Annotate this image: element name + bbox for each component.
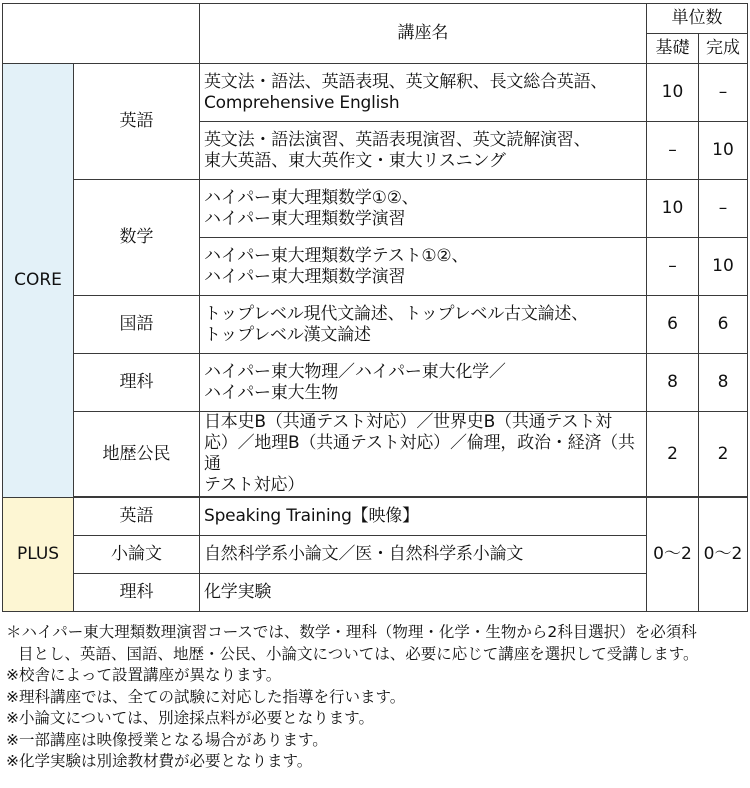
basic-units: – <box>647 122 699 180</box>
note-line: ※理科講座では、全ての試験に対応した指導を行います。 <box>6 687 406 706</box>
complete-units: – <box>699 64 748 122</box>
basic-units: 0〜2 <box>647 498 699 612</box>
course-cell: 化学実験 <box>200 574 647 612</box>
subject-japanese: 国語 <box>74 296 200 354</box>
subject-essay: 小論文 <box>74 536 200 574</box>
table-row <box>3 412 748 497</box>
subject-math: 数学 <box>74 180 200 296</box>
header-basic: 基礎 <box>647 34 699 64</box>
group-label-core: CORE <box>3 64 74 498</box>
course-cell <box>200 180 647 238</box>
complete-units: 10 <box>699 238 748 296</box>
course-line: 英文法・語法演習、英語表現演習、英文読解演習、 <box>204 129 591 150</box>
course-cell <box>200 412 647 497</box>
header-units: 単位数 <box>647 4 748 34</box>
course-line: 英文法・語法、英語表現、英文解釈、長文総合英語、 <box>204 71 608 92</box>
subject-geo-history-civics: 地歴公民 <box>74 412 200 497</box>
note-line: ＊ハイパー東大理類数理演習コースでは、数学・理科（物理・化学・生物から2科目選択）を必須科 <box>6 623 697 641</box>
table-row <box>3 574 748 612</box>
table-row <box>3 354 748 412</box>
table-row <box>3 180 748 238</box>
basic-units: 10 <box>647 64 699 122</box>
table-row <box>3 64 748 122</box>
course-line: トップレベル漢文論述 <box>204 324 371 345</box>
course-line: ハイパー東大理類数学演習 <box>204 266 406 287</box>
basic-units: 10 <box>647 180 699 238</box>
note-line: ※化学実験は別途教材費が必要となります。 <box>6 752 313 770</box>
course-table <box>2 3 748 612</box>
complete-units: 2 <box>699 412 748 497</box>
header-complete: 完成 <box>699 34 748 64</box>
course-line: テスト対応） <box>204 475 305 495</box>
table-row <box>3 536 748 574</box>
group-label-plus: PLUS <box>3 498 74 612</box>
note-line: ※校舎によって設置講座が異なります。 <box>6 666 282 684</box>
course-cell <box>200 296 647 354</box>
course-cell <box>200 64 647 122</box>
header-blank <box>3 4 200 64</box>
course-line: 日本史B（共通テスト対応）／世界史B（共通テスト対 <box>204 412 612 432</box>
course-cell <box>200 238 647 296</box>
course-cell <box>200 354 647 412</box>
course-line: Comprehensive English <box>204 92 400 113</box>
subject-english: 英語 <box>74 64 200 180</box>
course-line: ハイパー東大理類数学演習 <box>204 208 406 229</box>
header-row-1 <box>3 4 748 34</box>
complete-units: 6 <box>699 296 748 354</box>
complete-units: – <box>699 180 748 238</box>
course-line: ハイパー東大理類数学テスト①②、 <box>204 245 469 266</box>
subject-english: 英語 <box>74 498 200 536</box>
course-line: ハイパー東大理類数学①②、 <box>204 187 419 208</box>
subject-science: 理科 <box>74 354 200 412</box>
course-line: 東大英語、東大英作文・東大リスニング <box>204 150 506 171</box>
note-line: ※小論文については、別途採点料が必要となります。 <box>6 709 374 727</box>
basic-units: 8 <box>647 354 699 412</box>
basic-units: 6 <box>647 296 699 354</box>
basic-units: – <box>647 238 699 296</box>
complete-units: 10 <box>699 122 748 180</box>
header-course-name: 講座名 <box>200 4 647 64</box>
basic-units: 2 <box>647 412 699 497</box>
table-row <box>3 498 748 536</box>
course-line: 応）／地理B（共通テスト対応）／倫理，政治・経済（共通 <box>204 433 635 474</box>
course-line: トップレベル現代文論述、トップレベル古文論述、 <box>204 303 589 324</box>
course-line: ハイパー東大生物 <box>204 382 339 403</box>
table-row <box>3 296 748 354</box>
course-line: ハイパー東大物理／ハイパー東大化学／ <box>204 361 506 382</box>
notes <box>6 622 746 773</box>
note-line: 目とし、英語、国語、地歴・公民、小論文については、必要に応じて講座を選択して受講します。 <box>18 644 699 663</box>
note-line: ※一部講座は映像授業となる場合があります。 <box>6 730 328 749</box>
course-cell: Speaking Training【映像】 <box>200 498 647 536</box>
subject-science: 理科 <box>74 574 200 612</box>
complete-units: 0〜2 <box>699 498 748 612</box>
course-cell <box>200 122 647 180</box>
course-cell: 自然科学系小論文／医・自然科学系小論文 <box>200 536 647 574</box>
complete-units: 8 <box>699 354 748 412</box>
